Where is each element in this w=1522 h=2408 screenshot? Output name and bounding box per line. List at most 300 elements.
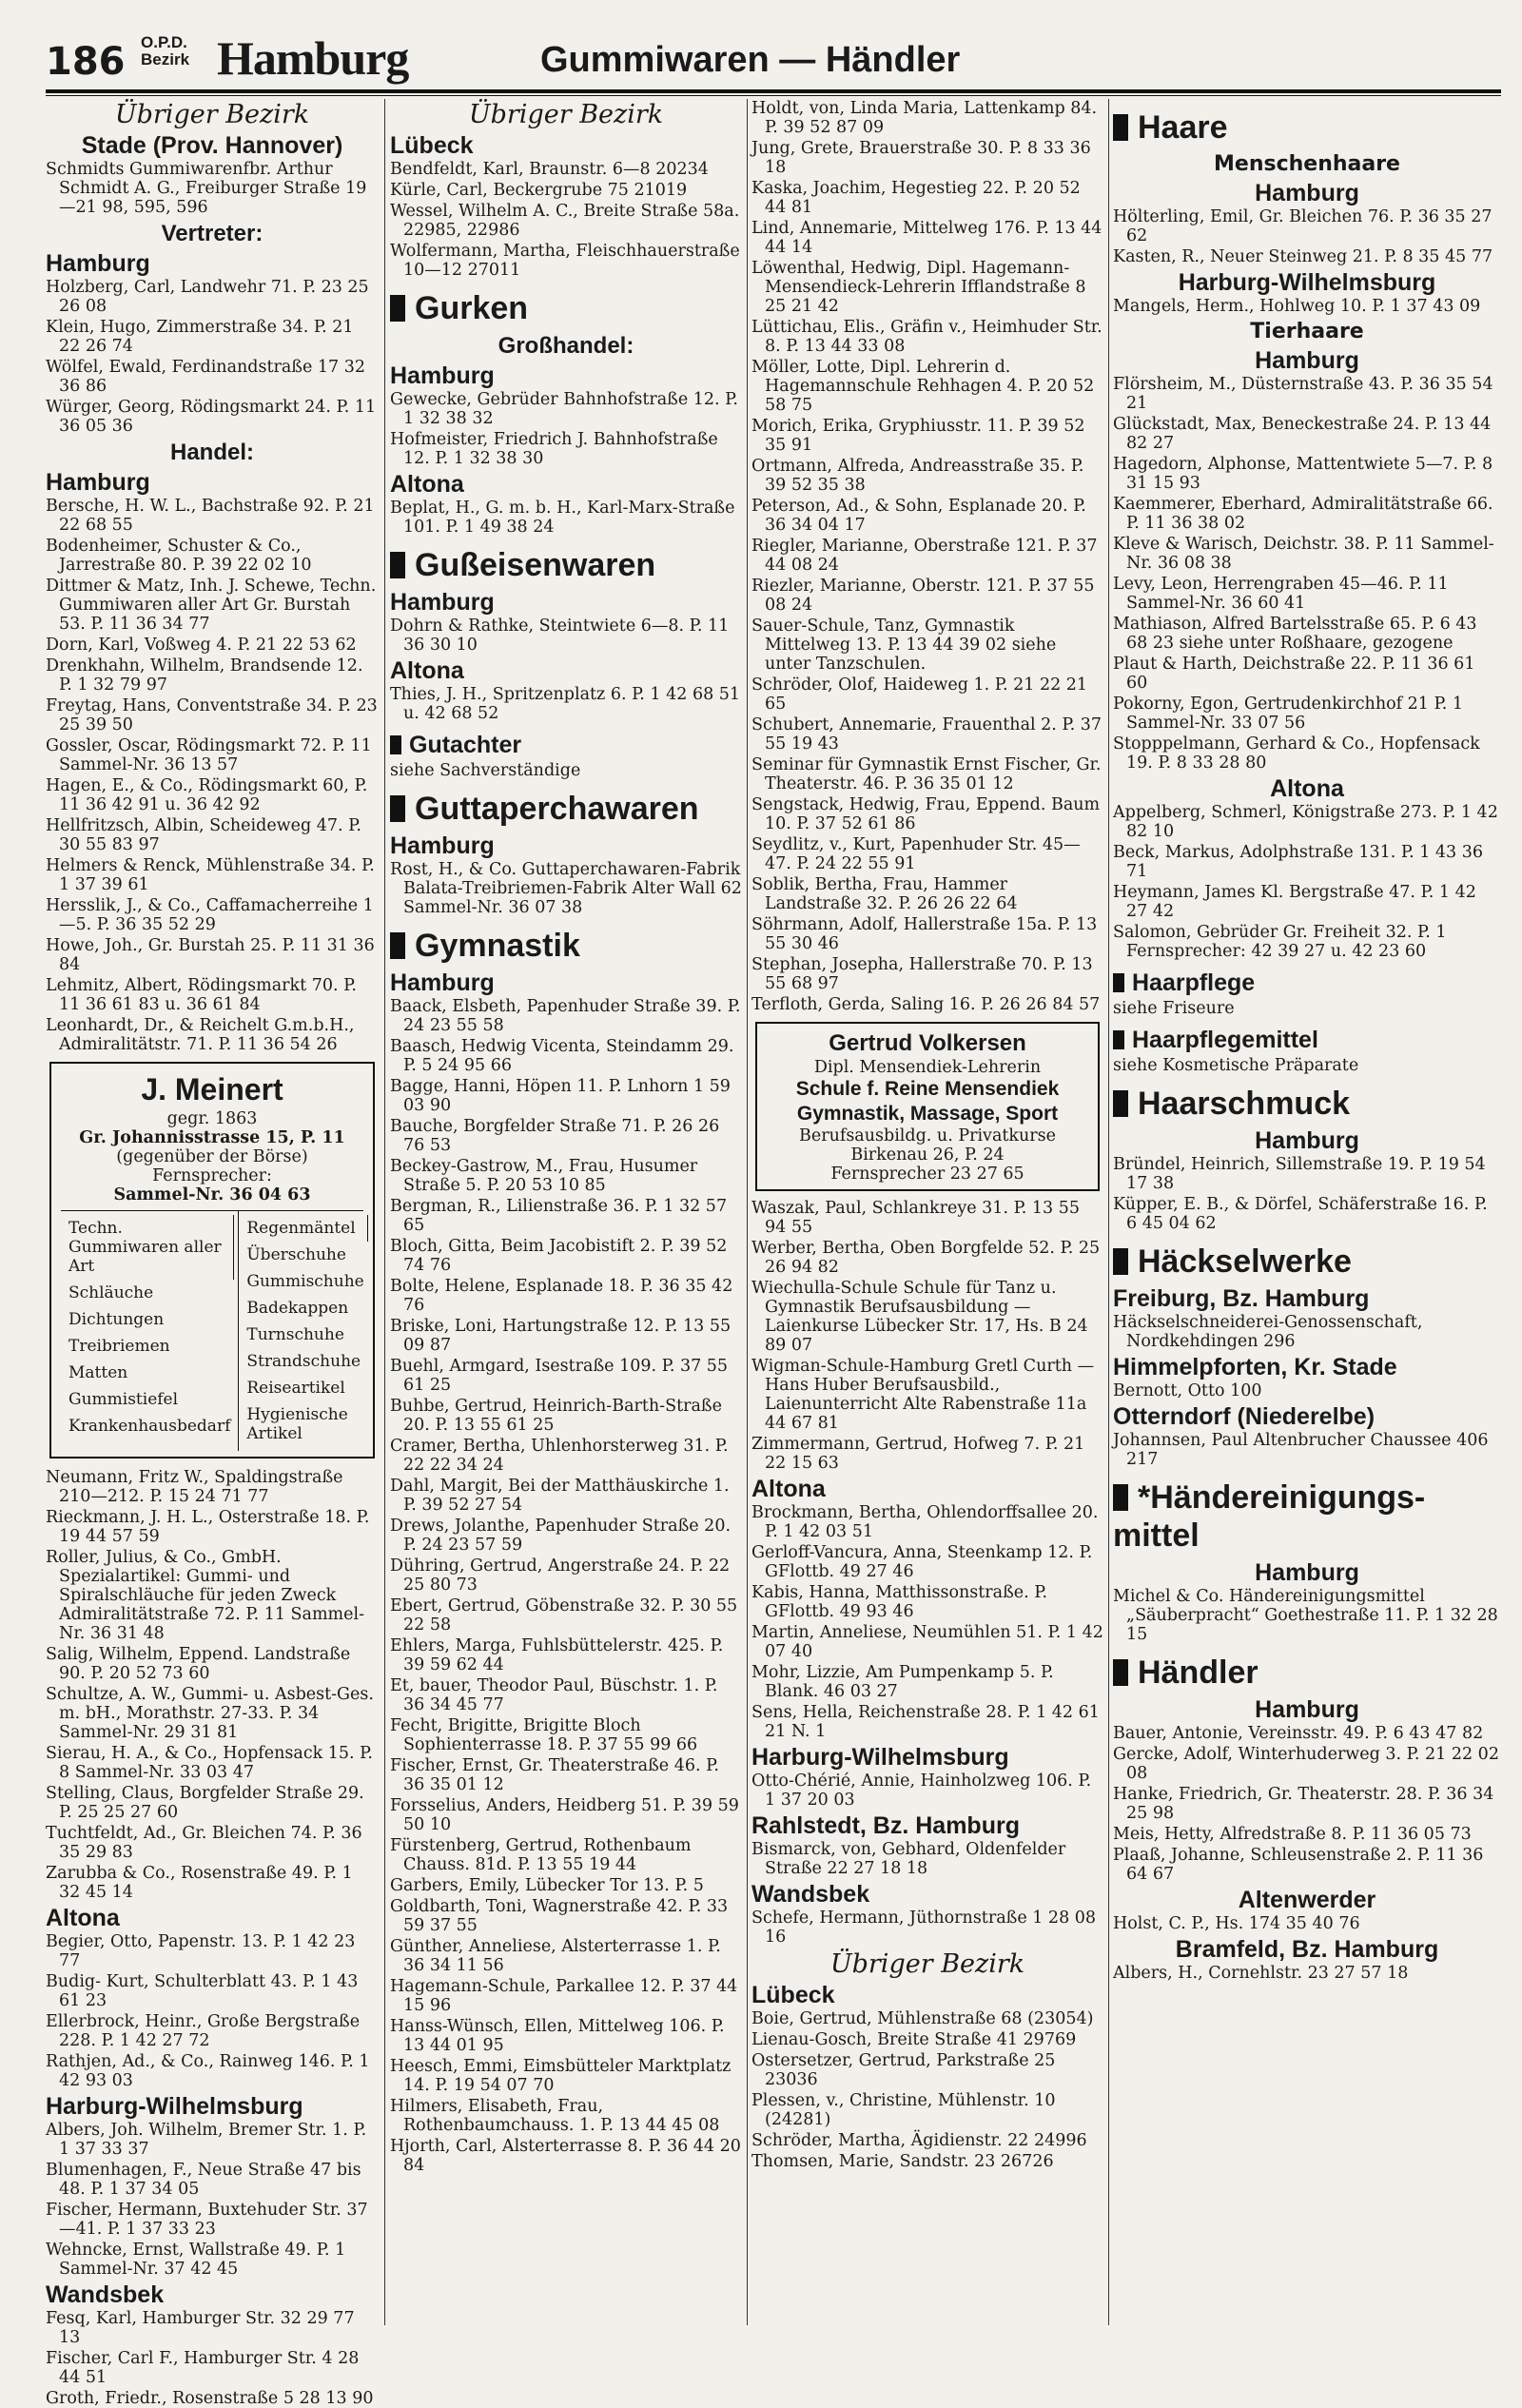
directory-entry: Buhbe, Gertrud, Heinrich-Barth-Straße 20. P. 13 55 61 25: [390, 1397, 722, 1435]
place-heading: Hamburg: [46, 250, 150, 277]
directory-entry: Martin, Anneliese, Neumühlen 51. P. 1 42 07 40: [751, 1623, 1103, 1661]
place-heading: Wandsbek: [46, 2281, 165, 2308]
product-item: Treibriemen: [68, 1337, 170, 1356]
entry-list: [46, 1932, 379, 2090]
entry-list: [46, 2309, 379, 2408]
place-heading: Altenwerder: [1238, 1887, 1376, 1913]
product-item: Turnschuhe: [246, 1325, 344, 1344]
entry-list: [390, 997, 742, 2175]
directory-entry: Bolte, Helene, Esplanade 18. P. 36 35 42 76: [390, 1277, 733, 1315]
directory-entry: Häckselschneiderei-Genossenschaft, Nordkehdingen 296: [1113, 1313, 1423, 1351]
entry-list: [390, 617, 742, 655]
directory-entry: Schröder, Martha, Ägidienstr. 22 24996: [751, 2131, 1087, 2150]
directory-entry: Günther, Anneliese, Alsterterrasse 1. P. 36 34 11 56: [390, 1937, 721, 1975]
directory-entry: Brockmann, Bertha, Ohlendorffsallee 20. P. 1 42 03 51: [751, 1503, 1099, 1541]
category-marker-icon: [1113, 1030, 1124, 1049]
entry-list: [1113, 1724, 1501, 1884]
ad-products-left: [61, 1211, 239, 1451]
directory-entry: Fecht, Brigitte, Brigitte Bloch Sophienterrasse 18. P. 37 55 99 66: [390, 1716, 698, 1754]
directory-entry: Schefe, Hermann, Jüthornstraße 1 28 08 16: [751, 1909, 1097, 1947]
category-label: Gutachter: [409, 732, 522, 758]
place-heading: Harburg-Wilhelmsburg: [46, 2093, 303, 2120]
directory-entry: Holst, C. P., Hs. 174 35 40 76: [1113, 1914, 1360, 1933]
directory-entry: Gercke, Adolf, Winterhuderweg 3. P. 21 22 02 08: [1113, 1745, 1499, 1783]
category-marker-icon: [1113, 1090, 1128, 1117]
directory-entry: Lienau-Gosch, Breite Straße 41 29769: [751, 2030, 1077, 2049]
page-number: 186: [46, 40, 126, 84]
entry-list: [751, 1909, 1103, 1947]
directory-entry: Roller, Julius, & Co., GmbH. Spezialartikel: Gummi- und Spiralschläuche für jeden Zweck Admiralitätstraße 72. P. 11 Sammel-Nr. 36 31 48: [46, 1548, 364, 1643]
see-also-note: siehe Friseure: [1113, 999, 1235, 1018]
see-also-note: siehe Kosmetische Präparate: [1113, 1056, 1359, 1075]
entry-list: [390, 499, 742, 537]
directory-entry: Appelberg, Schmerl, Königstraße 273. P. 1 42 82 10: [1113, 803, 1498, 841]
entry-list: [751, 2009, 1103, 2171]
directory-entry: Dohrn & Rathke, Steintwiete 6—8. P. 11 36 30 10: [390, 617, 730, 655]
directory-entry: Briske, Loni, Hartungstraße 12. P. 13 55 09 87: [390, 1317, 732, 1355]
directory-entry: Hagemann-Schule, Parkallee 12. P. 37 44 15 96: [390, 1977, 738, 2015]
directory-entry: Albers, Joh. Wilhelm, Bremer Str. 1. P. 1 37 33 37: [46, 2121, 367, 2159]
directory-entry: Ebert, Gertrud, Göbenstraße 32. P. 30 55 22 58: [390, 1596, 738, 1635]
directory-entry: Bauche, Borgfelder Straße 71. P. 26 26 76 53: [390, 1117, 720, 1155]
directory-entry: Bründel, Heinrich, Sillemstraße 19. P. 19 54 17 38: [1113, 1155, 1486, 1193]
directory-entry: Michel & Co. Händereinigungsmittel „Säuberpracht“ Goethestraße 11. P. 1 32 28 15: [1113, 1587, 1498, 1644]
category-label: Gußeisenwaren: [415, 547, 656, 583]
directory-entry: Plessen, v., Christine, Mühlenstr. 10 (24281): [751, 2091, 1056, 2129]
directory-entry: Beck, Markus, Adolphstraße 131. P. 1 43 36 71: [1113, 843, 1483, 881]
directory-entry: Mangels, Herm., Hohlweg 10. P. 1 37 43 09: [1113, 297, 1481, 316]
entry-list: [1113, 1587, 1501, 1644]
category-label: Haarschmuck: [1138, 1086, 1351, 1122]
category-heading: [1113, 969, 1501, 997]
category-marker-icon: [1113, 1659, 1128, 1686]
directory-entry: Ostersetzer, Gertrud, Parkstraße 25 23036: [751, 2051, 1056, 2089]
subheading: Handel:: [169, 440, 254, 465]
place-heading: Altona: [1270, 775, 1344, 802]
directory-entry: Schröder, Olof, Haideweg 1. P. 21 22 21 65: [751, 675, 1088, 714]
product-item: Regenmäntel: [243, 1215, 367, 1242]
directory-entry: Ellerbrock, Heinr., Große Bergstraße 228. P. 1 42 27 72: [46, 2012, 361, 2050]
entry-list: [390, 390, 742, 468]
product-item: Reiseartikel: [246, 1379, 345, 1398]
directory-entry: Hersslik, J., & Co., Caffamacherreihe 1—5. P. 36 35 52 29: [46, 896, 374, 934]
directory-entry: Seydlitz, v., Kurt, Papenhuder Str. 45—47. P. 24 22 55 91: [751, 835, 1081, 873]
entry-list: [390, 860, 742, 917]
directory-entry: Thies, J. H., Spritzenplatz 6. P. 1 42 68 51 u. 42 68 52: [390, 685, 741, 723]
directory-entry: Cramer, Bertha, Uhlenhorsterweg 31. P. 22 22 34 24: [390, 1437, 729, 1475]
directory-entry: Boie, Gertrud, Mühlenstraße 68 (23054): [751, 2009, 1094, 2028]
directory-entry: Bernott, Otto 100: [1113, 1381, 1262, 1400]
category-marker-icon: [1113, 973, 1124, 992]
directory-entry: Mohr, Lizzie, Am Pumpenkamp 5. P. Blank. 46 03 27: [751, 1663, 1054, 1701]
entry-list: [751, 1199, 1103, 1473]
directory-entry: Riezler, Marianne, Oberstr. 121. P. 37 55 08 24: [751, 577, 1095, 615]
ad-products-right: [239, 1211, 371, 1451]
city-title: Hamburg: [217, 31, 409, 85]
header-rule-thin: [46, 95, 1501, 96]
directory-entry: Bagge, Hanni, Höpen 11. P. Lnhorn 1 59 03 90: [390, 1077, 731, 1115]
directory-entry: Holzberg, Carl, Landwehr 71. P. 23 25 26 08: [46, 278, 369, 316]
column-divider: [747, 99, 748, 2325]
entry-list: [390, 685, 742, 723]
product-item: Techn. Gummiwaren aller Art: [65, 1215, 234, 1280]
directory-entry: Würger, Georg, Rödingsmarkt 24. P. 11 36 05 36: [46, 398, 377, 436]
ad-company-name: J. Meinert: [141, 1072, 283, 1106]
entry-list: [751, 99, 1103, 1014]
ad-line: Schule f. Reine Mensendiek: [795, 1078, 1060, 1100]
category-heading: [390, 927, 742, 965]
directory-entry: Waszak, Paul, Schlankreye 31. P. 13 55 94 55: [751, 1199, 1081, 1237]
ad-product-table: [61, 1210, 363, 1451]
directory-entry: Bergman, R., Lilienstraße 36. P. 1 32 57 65: [390, 1197, 728, 1235]
ad-phone-number: Sammel-Nr. 36 04 63: [113, 1185, 311, 1204]
ad-established: gegr. 1863: [166, 1109, 258, 1128]
place-heading: Lübeck: [751, 1982, 835, 2008]
category-marker-icon: [390, 735, 401, 754]
directory-entry: Stopppelmann, Gerhard & Co., Hopfensack 19. P. 8 33 28 80: [1113, 734, 1480, 773]
place-heading: Altona: [751, 1476, 826, 1502]
directory-entry: Johannsen, Paul Altenbrucher Chaussee 406 217: [1113, 1431, 1489, 1469]
directory-entry: Sengstack, Hedwig, Frau, Eppend. Baum 10. P. 37 52 61 86: [751, 795, 1101, 833]
place-heading: Stade (Prov. Hannover): [81, 132, 343, 159]
ad-location-note: (gegenüber der Börse): [116, 1147, 308, 1166]
entry-list: [1113, 1155, 1501, 1233]
region-heading: Übriger Bezirk: [468, 100, 664, 129]
directory-entry: Bauer, Antonie, Vereinsstr. 49. P. 6 43 47 82: [1113, 1724, 1484, 1743]
directory-entry: Rathjen, Ad., & Co., Rainweg 146. P. 1 42 93 03: [46, 2052, 370, 2090]
region-heading: Übriger Bezirk: [114, 100, 310, 129]
directory-entry: Leonhardt, Dr., & Reichelt G.m.b.H., Admiralitätstr. 71. P. 11 36 54 26: [46, 1016, 355, 1054]
place-heading: Hamburg: [390, 832, 495, 859]
ad-name: Gertrud Volkersen: [829, 1030, 1026, 1056]
directory-entry: Heymann, James Kl. Bergstraße 47. P. 1 42 27 42: [1113, 883, 1476, 921]
directory-entry: Drenkhahn, Wilhelm, Brandsende 12. P. 1 32 79 97: [46, 656, 363, 695]
entry-list: [390, 160, 742, 280]
place-heading: Hamburg: [390, 969, 495, 996]
directory-entry: Dittmer & Matz, Inh. J. Schewe, Techn. Gummiwaren aller Art Gr. Burstah 53. P. 11 36 34 77: [46, 577, 377, 634]
product-item: Krankenhausbedarf: [68, 1417, 231, 1436]
category-label: Gymnastik: [415, 928, 580, 964]
directory-entry: Lüttichau, Elis., Gräfin v., Heimhuder Str. 8. P. 13 44 33 08: [751, 318, 1102, 356]
directory-entry: Bismarck, von, Gebhard, Oldenfelder Straße 22 27 18 18: [751, 1840, 1066, 1878]
directory-entry: Gossler, Oscar, Rödingsmarkt 72. P. 11 Sammel-Nr. 36 13 57: [46, 736, 372, 774]
directory-entry: Sauer-Schule, Tanz, Gymnastik Mittelweg 13. P. 13 44 39 02 siehe unter Tanzschulen.: [751, 617, 1057, 674]
directory-entry: Hagen, E., & Co., Rödingsmarkt 60, P. 11 36 42 91 u. 36 42 92: [46, 776, 368, 814]
place-heading: Hamburg: [390, 362, 495, 389]
section-title: Gummiwaren — Händler: [540, 40, 961, 80]
directory-entry: Hanss-Wünsch, Ellen, Mittelweg 106. P. 13 44 01 95: [390, 2017, 725, 2055]
directory-entry: Baasch, Hedwig Vicenta, Steindamm 29. P. 5 24 95 66: [390, 1037, 734, 1075]
column-3: [751, 99, 1103, 2328]
category-heading: [1113, 1085, 1501, 1123]
directory-entry: Meis, Hetty, Alfredstraße 8. P. 11 36 05 73: [1113, 1825, 1472, 1844]
directory-entry: Klein, Hugo, Zimmerstraße 34. P. 21 22 26 74: [46, 318, 354, 356]
directory-entry: Baack, Elsbeth, Papenhuder Straße 39. P. 24 23 55 58: [390, 997, 741, 1035]
see-also-note: siehe Sachverständige: [390, 761, 581, 780]
directory-entry: Drews, Jolanthe, Papenhuder Straße 20. P. 24 23 57 59: [390, 1517, 732, 1555]
header-rule: [46, 89, 1501, 93]
directory-entry: Söhrmann, Adolf, Hallerstraße 15a. P. 13 55 30 46: [751, 915, 1098, 953]
entry-list: [751, 1840, 1103, 1878]
category-marker-icon: [1113, 1484, 1128, 1511]
subcategory-heading: Tierhaare: [1250, 320, 1364, 343]
entry-list: [1113, 1313, 1501, 1351]
directory-entry: Zarubba & Co., Rosenstraße 49. P. 1 32 45 14: [46, 1864, 353, 1902]
directory-entry: Fischer, Hermann, Buxtehuder Str. 37—41. P. 1 37 33 23: [46, 2201, 368, 2239]
place-heading: Hamburg: [46, 469, 150, 496]
directory-entry: Riegler, Marianne, Oberstraße 121. P. 37 44 08 24: [751, 537, 1098, 575]
place-heading: Hamburg: [390, 589, 495, 616]
directory-entry: Jung, Grete, Brauerstraße 30. P. 8 33 36 18: [751, 139, 1091, 177]
directory-entry: Hanke, Friedrich, Gr. Theaterstr. 28. P. 36 34 25 98: [1113, 1785, 1494, 1823]
directory-entry: Sens, Hella, Reichenstraße 28. P. 1 42 61 21 N. 1: [751, 1703, 1100, 1741]
directory-entry: Fischer, Carl F., Hamburger Str. 4 28 44 51: [46, 2349, 360, 2387]
product-item: Überschuhe: [246, 1245, 346, 1264]
directory-entry: Gerloff-Vancura, Anna, Steenkamp 12. P. GFlottb. 49 27 46: [751, 1543, 1093, 1581]
directory-entry: Morich, Erika, Gryphiusstr. 11. P. 39 52 35 91: [751, 417, 1085, 455]
entry-list: [1113, 1431, 1501, 1469]
place-heading: Hamburg: [1255, 1559, 1359, 1586]
directory-entry: Terfloth, Gerda, Saling 16. P. 26 26 84 57: [751, 995, 1101, 1014]
directory-entry: Gewecke, Gebrüder Bahnhofstraße 12. P. 1 32 38 32: [390, 390, 738, 428]
category-label: Gurken: [415, 290, 529, 326]
directory-entry: Hofmeister, Friedrich J. Bahnhofstraße 12. P. 1 32 38 30: [390, 430, 718, 468]
directory-entry: Budig- Kurt, Schulterblatt 43. P. 1 43 61 23: [46, 1972, 359, 2010]
directory-entry: Wolfermann, Martha, Fleischhauerstraße 10—12 27011: [390, 242, 740, 280]
place-heading: Otterndorf (Niederelbe): [1113, 1403, 1376, 1430]
category-heading: [390, 289, 742, 327]
advertisement-volkersen: [755, 1022, 1100, 1191]
directory-entry: Möller, Lotte, Dipl. Lehrerin d. Hagemannschule Rehhagen 4. P. 20 52 58 75: [751, 358, 1095, 415]
category-heading: [390, 790, 742, 828]
product-item: Gummistiefel: [68, 1390, 179, 1409]
directory-entry: Beplat, H., G. m. b. H., Karl-Marx-Straße 101. P. 1 49 38 24: [390, 499, 735, 537]
place-heading: Hamburg: [1255, 1696, 1359, 1723]
place-heading: Bramfeld, Bz. Hamburg: [1175, 1936, 1439, 1963]
place-heading: Lübeck: [390, 132, 474, 159]
directory-entry: Forsselius, Anders, Heidberg 51. P. 39 59 50 10: [390, 1796, 739, 1834]
directory-entry: Löwenthal, Hedwig, Dipl. Hagemann-Mensendieck-Lehrerin Ifflandstraße 8 25 21 42: [751, 259, 1086, 316]
directory-entry: Dorn, Karl, Voßweg 4. P. 21 22 53 62: [46, 636, 357, 655]
directory-entry: Wiechulla-Schule Schule für Tanz u. Gymnastik Berufsausbildung — Laienkurse Lübecker Str. 17, Hs. B 24 89 07: [751, 1279, 1088, 1355]
product-item: Dichtungen: [68, 1310, 165, 1329]
opd-label: O.P.D.: [141, 33, 187, 51]
directory-entry: Dühring, Gertrud, Angerstraße 24. P. 22 25 80 73: [390, 1556, 731, 1595]
place-heading: Himmelpforten, Kr. Stade: [1113, 1354, 1397, 1380]
entry-list: [751, 1772, 1103, 1810]
directory-entry: Kleve & Warisch, Deichstr. 38. P. 11 Sammel-Nr. 36 08 38: [1113, 535, 1494, 573]
ad-line: Berufsausbildg. u. Privatkurse: [799, 1126, 1056, 1145]
directory-entry: Et, bauer, Theodor Paul, Büschstr. 1. P. 36 34 45 77: [390, 1676, 718, 1714]
directory-entry: Werber, Bertha, Oben Borgfelde 52. P. 25 26 94 82: [751, 1239, 1101, 1277]
category-label: *Händereinigungs-mittel: [1113, 1479, 1426, 1554]
page-header: [46, 27, 1501, 86]
category-label: Haarpflege: [1132, 969, 1256, 996]
directory-entry: Beckey-Gastrow, M., Frau, Husumer Straße 5. P. 20 53 10 85: [390, 1157, 698, 1195]
entry-list: [1113, 1914, 1501, 1933]
place-heading: Altona: [390, 471, 464, 498]
directory-entry: Groth, Friedr., Rosenstraße 5 28 13 90: [46, 2389, 374, 2408]
category-marker-icon: [390, 295, 405, 322]
directory-entry: Buehl, Armgard, Isestraße 109. P. 37 55 61 25: [390, 1357, 729, 1395]
directory-entry: Bodenheimer, Schuster & Co., Jarrestraße 80. P. 39 22 02 10: [46, 537, 312, 575]
directory-entry: Bendfeldt, Karl, Braunstr. 6—8 20234: [390, 160, 709, 179]
directory-entry: Ortmann, Alfreda, Andreasstraße 35. P. 39 52 35 38: [751, 457, 1084, 495]
directory-entry: Bloch, Gitta, Beim Jacobistift 2. P. 39 52 74 76: [390, 1237, 728, 1275]
place-heading: Freiburg, Bz. Hamburg: [1113, 1285, 1370, 1312]
directory-entry: Fischer, Ernst, Gr. Theaterstraße 46. P. 36 35 01 12: [390, 1756, 719, 1794]
column-4: [1113, 99, 1501, 2328]
column-divider: [1108, 99, 1109, 2325]
place-heading: Rahlstedt, Bz. Hamburg: [751, 1812, 1020, 1839]
entry-list: [1113, 803, 1501, 961]
ad-address: Gr. Johannisstrasse 15, P. 11: [79, 1128, 345, 1147]
directory-entry: Lind, Annemarie, Mittelweg 176. P. 13 44 44 14: [751, 219, 1102, 257]
product-item: Schläuche: [68, 1283, 154, 1302]
directory-entry: Holdt, von, Linda Maria, Lattenkamp 84. P. 39 52 87 09: [751, 99, 1098, 137]
entry-list: [1113, 297, 1501, 316]
subheading: Vertreter:: [161, 221, 263, 246]
entry-list: [46, 1468, 379, 1902]
directory-entry: Otto-Chérié, Annie, Hainholzweg 106. P. 1 37 20 03: [751, 1772, 1092, 1810]
entry-list: [1113, 1381, 1501, 1400]
directory-entry: Lehmitz, Albert, Rödingsmarkt 70. P. 11 36 61 83 u. 36 61 84: [46, 976, 357, 1014]
subheading: Großhandel:: [498, 333, 634, 359]
category-label: Häckselwerke: [1138, 1243, 1352, 1280]
directory-entry: Stelling, Claus, Borgfelder Straße 29. P. 25 25 27 60: [46, 1784, 364, 1822]
ad-line: Dipl. Mensendiek-Lehrerin: [813, 1058, 1042, 1077]
product-item: Hygienische Artikel: [246, 1405, 348, 1443]
place-heading: Altona: [46, 1905, 120, 1931]
category-marker-icon: [390, 552, 405, 578]
directory-entry: Pokorny, Egon, Gertrudenkirchhof 21 P. 1 Sammel-Nr. 33 07 56: [1113, 695, 1463, 733]
directory-entry: Sierau, H. A., & Co., Hopfensack 15. P. 8 Sammel-Nr. 33 03 47: [46, 1744, 373, 1782]
entry-list: [46, 160, 379, 217]
place-heading: Hamburg: [1255, 1127, 1359, 1154]
category-label: Haare: [1138, 109, 1228, 146]
directory-entry: Hilmers, Elisabeth, Frau, Rothenbaumchauss. 1. P. 13 44 45 08: [390, 2097, 720, 2135]
directory-entry: Garbers, Emily, Lübecker Tor 13. P. 5: [390, 1876, 704, 1895]
directory-entry: Schubert, Annemarie, Frauenthal 2. P. 37 55 19 43: [751, 715, 1102, 754]
place-heading: Hamburg: [1255, 347, 1359, 374]
entry-list: [1113, 1964, 1501, 1983]
place-heading: Hamburg: [1255, 180, 1359, 206]
directory-entry: Blumenhagen, F., Neue Straße 47 bis 48. P. 1 37 34 05: [46, 2161, 361, 2199]
directory-entry: Fürstenberg, Gertrud, Rothenbaum Chauss. 81d. P. 13 55 19 44: [390, 1836, 692, 1874]
directory-entry: Flörsheim, M., Düsternstraße 43. P. 36 35 54 21: [1113, 375, 1493, 413]
category-marker-icon: [390, 795, 405, 822]
directory-entry: Thomsen, Marie, Sandstr. 23 26726: [751, 2152, 1054, 2171]
entry-list: [46, 278, 379, 436]
directory-entry: Hagedorn, Alphonse, Mattentwiete 5—7. P. 8 31 15 93: [1113, 455, 1493, 493]
directory-entry: Neumann, Fritz W., Spaldingstraße 210—212. P. 15 24 71 77: [46, 1468, 343, 1506]
directory-entry: Wölfel, Ewald, Ferdinandstraße 17 32 36 86: [46, 358, 366, 396]
bezirk-label: Bezirk: [141, 50, 190, 69]
category-heading: [390, 546, 742, 584]
entry-list: [46, 2121, 379, 2279]
ad-line: Birkenau 26, P. 24: [850, 1145, 1005, 1165]
advertisement-meinert: [49, 1062, 375, 1459]
directory-entry: Peterson, Ad., & Sohn, Esplanade 20. P. 36 34 04 17: [751, 497, 1086, 535]
directory-entry: Schmidts Gummiwarenfbr. Arthur Schmidt A. G., Freiburger Straße 19—21 98, 595, 596: [46, 160, 367, 217]
directory-entry: Kaska, Joachim, Hegestieg 22. P. 20 52 44 81: [751, 179, 1081, 217]
place-heading: Altona: [390, 657, 464, 684]
column-1: [46, 99, 379, 2408]
category-heading: [1113, 1478, 1501, 1555]
directory-entry: Salomon, Gebrüder Gr. Freiheit 32. P. 1 Fernsprecher: 42 39 27 u. 42 23 60: [1113, 923, 1447, 961]
category-marker-icon: [1113, 114, 1128, 141]
directory-entry: Begier, Otto, Papenstr. 13. P. 1 42 23 77: [46, 1932, 356, 1970]
place-heading: Harburg-Wilhelmsburg: [751, 1744, 1009, 1771]
directory-entry: Rieckmann, J. H. L., Osterstraße 18. P. 19 44 57 59: [46, 1508, 370, 1546]
directory-entry: Albers, H., Cornehlstr. 23 27 57 18: [1113, 1964, 1409, 1983]
directory-entry: Wehncke, Ernst, Wallstraße 49. P. 1 Sammel-Nr. 37 42 45: [46, 2241, 346, 2279]
directory-entry: Stephan, Josepha, Hallerstraße 70. P. 13 55 68 97: [751, 955, 1093, 993]
directory-entry: Glückstadt, Max, Beneckestraße 24. P. 13 44 82 27: [1113, 415, 1492, 453]
category-heading: [390, 731, 742, 759]
entry-list: [46, 497, 379, 1054]
directory-entry: Mathiason, Alfred Bartelsstraße 65. P. 6 43 68 23 siehe unter Roßhaare, gezogene: [1113, 615, 1477, 653]
district-label: [141, 34, 189, 69]
category-label: Guttaperchawaren: [415, 791, 699, 827]
directory-entry: Hjorth, Carl, Alsterterrasse 8. P. 36 44 20 84: [390, 2137, 741, 2175]
directory-entry: Helmers & Renck, Mühlenstraße 34. P. 1 37 39 61: [46, 856, 375, 894]
directory-entry: Bersche, H. W. L., Bachstraße 92. P. 21 22 68 55: [46, 497, 375, 535]
directory-entry: Wigman-Schule-Hamburg Gretl Curth — Hans Huber Berufsausbild., Laienunterricht Alte Rabenstraße 11a 44 67 81: [751, 1357, 1095, 1433]
directory-entry: Wessel, Wilhelm A. C., Breite Straße 58a. 22985, 22986: [390, 202, 740, 240]
category-label: Händler: [1138, 1654, 1259, 1691]
ad-line: Fernsprecher 23 27 65: [830, 1165, 1024, 1184]
ad-line: Gymnastik, Massage, Sport: [796, 1103, 1059, 1125]
product-item: Badekappen: [246, 1299, 349, 1318]
directory-entry: Ehlers, Marga, Fuhlsbüttelerstr. 425. P. 39 59 62 44: [390, 1636, 724, 1674]
entry-list: [1113, 375, 1501, 773]
category-label: Haarpflegemittel: [1132, 1027, 1318, 1053]
directory-entry: Hölterling, Emil, Gr. Bleichen 76. P. 36 35 27 62: [1113, 207, 1493, 245]
directory-entry: Freytag, Hans, Conventstraße 34. P. 23 25 39 50: [46, 696, 378, 734]
entry-list: [751, 1503, 1103, 1741]
directory-entry: Zimmermann, Gertrud, Hofweg 7. P. 21 22 15 63: [751, 1435, 1085, 1473]
directory-entry: Salig, Wilhelm, Eppend. Landstraße 90. P. 20 52 73 60: [46, 1645, 351, 1683]
directory-entry: Dahl, Margit, Bei der Matthäuskirche 1. P. 39 52 27 54: [390, 1477, 730, 1515]
category-heading: [1113, 1654, 1501, 1692]
column-divider: [384, 99, 385, 2325]
subcategory-heading: Menschenhaare: [1214, 152, 1400, 176]
directory-entry: Kaemmerer, Eberhard, Admiralitätstraße 66. P. 11 36 38 02: [1113, 495, 1493, 533]
directory-entry: Fesq, Karl, Hamburger Str. 32 29 77 13: [46, 2309, 355, 2347]
directory-entry: Hellfritzsch, Albin, Scheideweg 47. P. 30 55 83 97: [46, 816, 361, 854]
directory-entry: Goldbarth, Toni, Wagnerstraße 42. P. 33 59 37 55: [390, 1897, 729, 1935]
category-heading: [1113, 108, 1501, 147]
ad-phone-label: Fernsprecher:: [152, 1166, 272, 1185]
directory-entry: Tuchtfeldt, Ad., Gr. Bleichen 74. P. 36 35 29 83: [46, 1824, 362, 1862]
directory-entry: Rost, H., & Co. Guttaperchawaren-Fabrik Balata-Treibriemen-Fabrik Alter Wall 62 Sammel-Nr. 36 07 38: [390, 860, 742, 917]
category-marker-icon: [1113, 1248, 1128, 1275]
directory-entry: Kürle, Carl, Beckergrube 75 21019: [390, 181, 688, 200]
directory-entry: Schultze, A. W., Gummi- u. Asbest-Ges. m. bH., Morathstr. 27-33. P. 34 Sammel-Nr. 29 31 81: [46, 1685, 374, 1742]
directory-entry: Küpper, E. B., & Dörfel, Schäferstraße 16. P. 6 45 04 62: [1113, 1195, 1488, 1233]
directory-entry: Levy, Leon, Herrengraben 45—46. P. 11 Sammel-Nr. 36 60 41: [1113, 575, 1449, 613]
product-item: Matten: [68, 1363, 128, 1382]
directory-entry: Plaut & Harth, Deichstraße 22. P. 11 36 61 60: [1113, 655, 1475, 693]
directory-entry: Plaaß, Johanne, Schleusenstraße 2. P. 11 36 64 67: [1113, 1846, 1484, 1884]
directory-entry: Kasten, R., Neuer Steinweg 21. P. 8 35 45 77: [1113, 247, 1493, 266]
product-item: Strandschuhe: [246, 1352, 361, 1371]
directory-entry: Heesch, Emmi, Eimsbütteler Marktplatz 14. P. 19 54 07 70: [390, 2057, 732, 2095]
place-heading: Wandsbek: [751, 1881, 870, 1908]
entry-list: [1113, 207, 1501, 266]
category-heading: [1113, 1026, 1501, 1054]
